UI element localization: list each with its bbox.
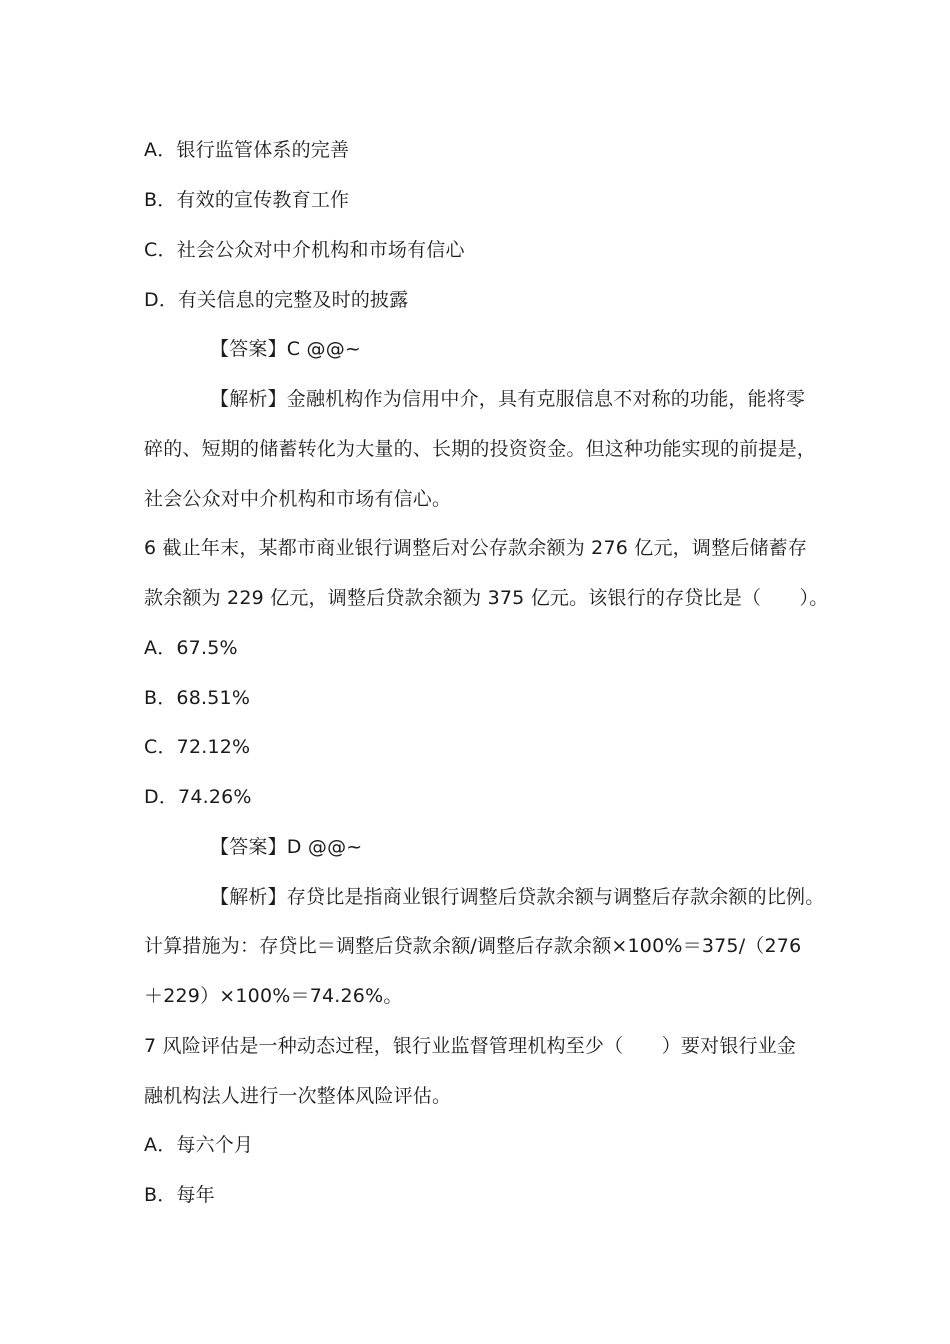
q6-option-b: B．68.51% bbox=[144, 687, 251, 709]
q5-analysis-line-2: 碎的、短期的储蓄转化为大量的、长期的投资资金。但这种功能实现的前提是， bbox=[144, 438, 817, 460]
q7-stem-line-1: 7 风险评估是一种动态过程，银行业监督管理机构至少（ ）要对银行业金 bbox=[144, 1035, 797, 1057]
q6-analysis-line-3: ＋229）×100%＝74.26%。 bbox=[144, 985, 403, 1007]
q5-option-c: C．社会公众对中介机构和市场有信心 bbox=[144, 239, 465, 261]
q6-answer: 【答案】D @@~ bbox=[210, 836, 363, 858]
q5-analysis-line-3: 社会公众对中介机构和市场有信心。 bbox=[144, 488, 452, 510]
q6-analysis-line-2: 计算措施为：存贷比＝调整后贷款余额/调整后存款余额×100%＝375/（276 bbox=[144, 935, 802, 957]
q6-option-c: C．72.12% bbox=[144, 736, 251, 758]
q6-option-d: D．74.26% bbox=[144, 786, 252, 808]
q5-analysis-line-1: 【解析】金融机构作为信用中介，具有克服信息不对称的功能，能将零 bbox=[210, 388, 806, 410]
q6-stem-line-2: 款余额为 229 亿元，调整后贷款余额为 375 亿元。该银行的存贷比是（ ）。 bbox=[144, 587, 829, 609]
q6-analysis-line-1: 【解析】存贷比是指商业银行调整后贷款余额与调整后存款余额的比例。 bbox=[210, 886, 825, 908]
q6-stem-line-1: 6 截止年末，某都市商业银行调整后对公存款余额为 276 亿元，调整后储蓄存 bbox=[144, 537, 808, 559]
q5-answer: 【答案】C @@~ bbox=[210, 338, 362, 360]
q7-option-a: A．每六个月 bbox=[144, 1134, 254, 1156]
q7-stem-line-2: 融机构法人进行一次整体风险评估。 bbox=[144, 1085, 452, 1107]
q6-option-a: A．67.5% bbox=[144, 637, 238, 659]
q5-option-b: B．有效的宣传教育工作 bbox=[144, 189, 350, 211]
q5-option-d: D．有关信息的完整及时的披露 bbox=[144, 289, 409, 311]
q5-option-a: A．银行监管体系的完善 bbox=[144, 139, 350, 161]
q7-option-b: B．每年 bbox=[144, 1184, 215, 1206]
